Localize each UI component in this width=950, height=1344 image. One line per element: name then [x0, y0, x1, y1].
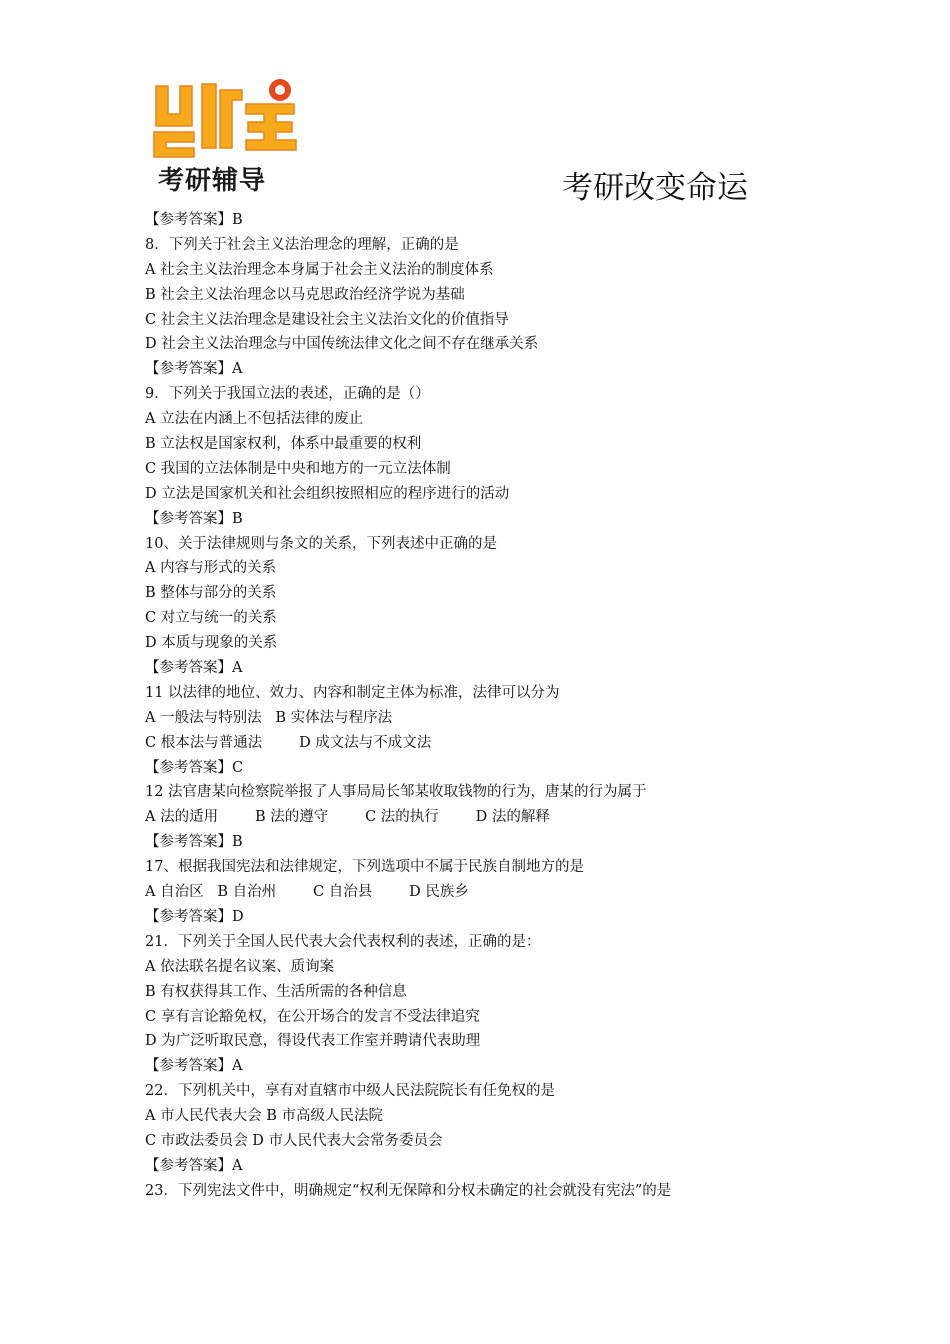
text-line: A 法的适用 B 法的遵守 C 法的执行 D 法的解释	[145, 809, 550, 826]
text-line: A 依法联名提名议案、质询案	[145, 958, 335, 975]
text-line: A 内容与形式的关系	[145, 560, 277, 577]
text-line: 【参考答案】C	[145, 759, 244, 776]
text-line: 【参考答案】B	[145, 510, 243, 527]
text-line: D 为广泛听取民意，得设代表工作室并聘请代表助理	[145, 1033, 481, 1050]
text-line: 22．下列机关中，享有对直辖市中级人民法院院长有任免权的是	[145, 1083, 555, 1100]
text-line: 17、根据我国宪法和法律规定，下列选项中不属于民族自制地方的是	[145, 859, 584, 876]
text-line: 21．下列关于全国人民代表大会代表权利的表述，正确的是：	[145, 933, 541, 950]
text-line: 10、关于法律规则与条文的关系，下列表述中正确的是	[145, 535, 497, 552]
text-line: 【参考答案】B	[145, 212, 243, 228]
slogan: 考研改变命运	[562, 170, 748, 206]
text-line: 9．下列关于我国立法的表述，正确的是（）	[145, 386, 430, 403]
text-line: 【参考答案】D	[145, 908, 244, 925]
logo-subtitle: 考研辅导	[158, 166, 267, 196]
text-line: 【参考答案】A	[145, 660, 243, 677]
text-line: D 本质与现象的关系	[145, 635, 278, 652]
text-line: 【参考答案】A	[145, 361, 243, 378]
text-line: 12 法官唐某向检察院举报了人事局局长邹某收取钱物的行为，唐某的行为属于	[145, 784, 647, 801]
text-line: A 市人民代表大会 B 市高级人民法院	[145, 1108, 383, 1125]
text-line: 【参考答案】A	[145, 1157, 243, 1174]
text-line: A 一般法与特别法 B 实体法与程序法	[145, 709, 393, 726]
text-line: D 立法是国家机关和社会组织按照相应的程序进行的活动	[145, 485, 510, 502]
text-line: C 根本法与普通法 D 成文法与不成文法	[145, 734, 432, 751]
text-line: C 市政法委员会 D 市人民代表大会常务委员会	[145, 1132, 443, 1149]
text-line: D 社会主义法治理念与中国传统法律文化之间不存在继承关系	[145, 336, 539, 353]
text-line: B 有权获得其工作、生活所需的各种信息	[145, 983, 407, 1000]
text-line: 11 以法律的地位、效力、内容和制定主体为标准，法律可以分为	[145, 684, 560, 701]
text-line: 23．下列宪法文件中，明确规定“权利无保障和分权未确定的社会就没有宪法”的是	[145, 1182, 672, 1199]
text-line: B 立法权是国家权利，体系中最重要的权利	[145, 436, 422, 453]
text-line: C 对立与统一的关系	[145, 610, 277, 627]
text-line: B 整体与部分的关系	[145, 585, 277, 602]
text-line: A 立法在内涵上不包括法律的废止	[145, 411, 364, 428]
text-line: 8．下列关于社会主义法治理念的理解，正确的是	[145, 236, 459, 253]
text-line: C 社会主义法治理念是建设社会主义法治文化的价值指导	[145, 311, 509, 328]
kaicheng-logo	[150, 76, 302, 196]
question-content	[145, 208, 845, 1204]
logo-mark-graphic	[150, 76, 302, 158]
text-line: A 自治区 B 自治州 C 自治县 D 民族乡	[145, 884, 469, 901]
text-line: A 社会主义法治理念本身属于社会主义法治的制度体系	[145, 261, 494, 278]
text-line: 【参考答案】A	[145, 1058, 243, 1075]
text-line: 【参考答案】B	[145, 834, 243, 851]
text-line: B 社会主义法治理念以马克思政治经济学说为基础	[145, 286, 465, 303]
text-line: C 我国的立法体制是中央和地方的一元立法体制	[145, 460, 451, 477]
text-line: C 享有言论豁免权，在公开场合的发言不受法律追究	[145, 1008, 480, 1025]
